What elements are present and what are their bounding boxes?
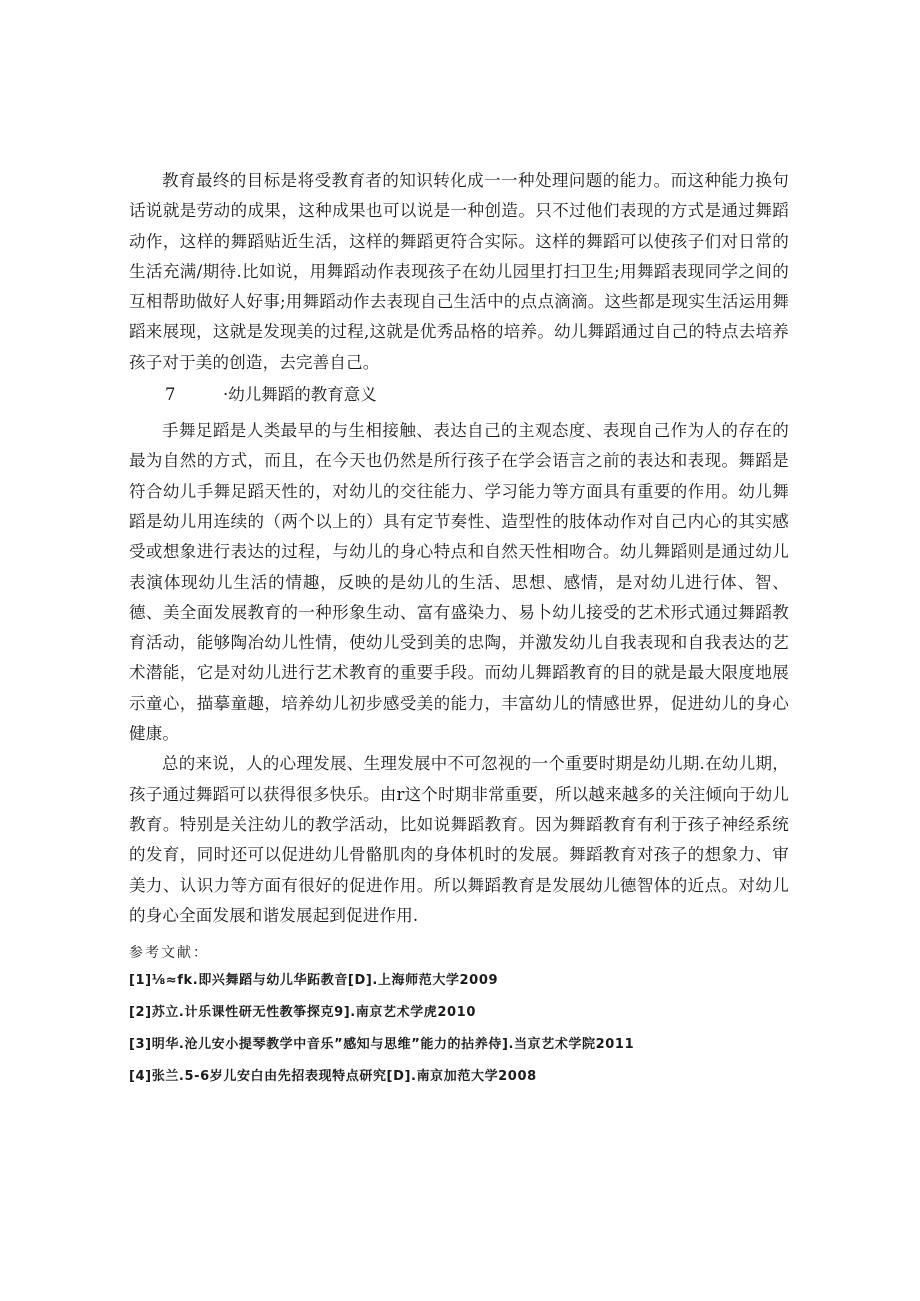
paragraph-summary: 总的来说，人的心理发展、生理发展中不可忽视的一个重要时期是幼儿期.在幼儿期，孩子通过舞蹈可以获得很多快乐。由r这个时期非常重要，所以越来越多的关注倾向于幼儿教育。特别是关注幼儿的教学活动，比如说舞蹈教育。因为舞蹈教育有利于孩子神经系统的发育，同时还可以促进幼儿骨骼肌肉的身体机时的发展。舞蹈教育对孩子的想象力、审美力、认识力等方面有很好的促进作用。所以舞蹈教育是发展幼儿德智体的近点。对幼儿的身心全面发展和谐发展起到促进作用. — [129, 754, 789, 925]
paragraph-dance-nature: 手舞足蹈是人类最早的与生相接触、表达自己的主观态度、表现自己作为人的存在的最为自然的方式，而且，在今天也仍然是所行孩子在学会语言之前的表达和表现。舞蹈是符合幼儿手舞足蹈天性的，对幼儿的交往能力、学习能力等方面具有重要的作用。幼儿舞蹈是幼儿用连续的（两个以上的）具有定节奏性、造型性的肢体动作对自己内心的其实感受或想象进行表达的过程，与幼儿的身心特点和自然天性相吻合。幼儿舞蹈则是通过幼儿表演体现幼儿生活的情趣，反映的是幼儿的生活、思想、感情，是对幼儿进行体、智、德、美全面发展教育的一种形象生动、富有盛染力、易卜幼儿接受的艺术形式通过舞蹈教育活动，能够陶冶幼儿性情，使幼儿受到美的忠陶，并激发幼儿自我表现和自我表达的艺术潜能，它是对幼儿进行艺术教育的重要手段。而幼儿舞蹈教育的目的就是最大限度地展示童心，描摹童趣，培养幼儿初步感受美的能力，丰富幼儿的情感世界，促进幼儿的身心健康。 — [129, 421, 789, 744]
reference-item: [1]⅛≈fk.即兴舞蹈与幼儿华跖教音[D].上海师范大学2009 — [129, 973, 499, 989]
paragraph-education-goal: 教育最终的目标是将受教育者的知识转化成一一种处理问题的能力。而这种能力换句话说就是劳动的成果，这种成果也可以说是一种创造。只不过他们表现的方式是通过舞蹈动作，这样的舞蹈贴近生活，这样的舞蹈更符合实际。这样的舞蹈可以使孩子们对日常的生活充满/期待.比如说，用舞蹈动作表现孩子在幼儿园里打扫卫生;用舞蹈表现同学之间的互相帮助做好人好事;用舞蹈动作去表现自己生活中的点点滴滴。这些都是现实生活运用舞蹈来展现，这就是发现美的过程,这就是优秀品格的培养。幼儿舞蹈通过自己的特点去培养孩子对于美的创造，去完善自己。 — [129, 171, 789, 372]
reference-item: [2]苏立.计乐课性研无性教筝探克9].南京艺术学虎2010 — [129, 1005, 476, 1021]
reference-item: [3]明华.沧儿安小提琴教学中音乐”感知与思维”能力的拈养侍].当京艺术学院2011 — [129, 1037, 635, 1053]
references-list — [129, 971, 789, 1087]
section-number: 7 — [165, 385, 176, 405]
document-page — [129, 166, 789, 1099]
section-title: ·幼儿舞蹈的教育意义 — [223, 385, 377, 405]
section-heading — [129, 380, 789, 410]
reference-item: [4]张兰.5-6岁儿安白由先招表现特点研究[D].南京加范大学2008 — [129, 1069, 537, 1085]
references-title: 参考文献： — [129, 945, 209, 962]
